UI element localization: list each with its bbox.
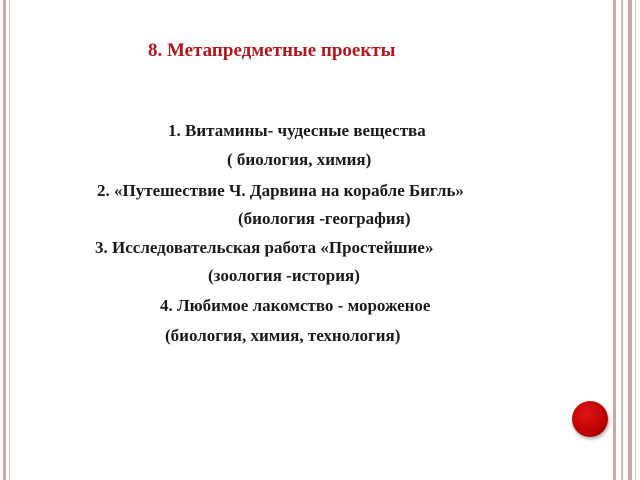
right-border-stripe-thin bbox=[635, 0, 636, 480]
right-border-stripe bbox=[613, 0, 616, 480]
red-circle-button[interactable] bbox=[572, 401, 608, 437]
project-3-subjects: (зоология -история) bbox=[208, 266, 360, 285]
left-border-stripe bbox=[3, 0, 6, 480]
right-border-stripe bbox=[621, 0, 623, 480]
project-2-title: 2. «Путешествие Ч. Дарвина на корабле Бигль» bbox=[97, 181, 464, 200]
left-border-stripe-thin bbox=[9, 0, 10, 480]
project-1-title: 1. Витамины- чудесные вещества bbox=[168, 121, 426, 140]
project-4-title: 4. Любимое лакомство - мороженое bbox=[160, 296, 431, 315]
project-3-title: 3. Исследовательская работа «Простейшие» bbox=[95, 238, 434, 257]
project-2-subjects: (биология -география) bbox=[238, 209, 411, 228]
project-4-subjects: (биология, химия, технология) bbox=[165, 326, 401, 345]
project-1-subjects: ( биология, химия) bbox=[227, 150, 372, 169]
right-border-stripe bbox=[628, 0, 632, 480]
slide-title: 8. Метапредметные проекты bbox=[148, 40, 396, 61]
